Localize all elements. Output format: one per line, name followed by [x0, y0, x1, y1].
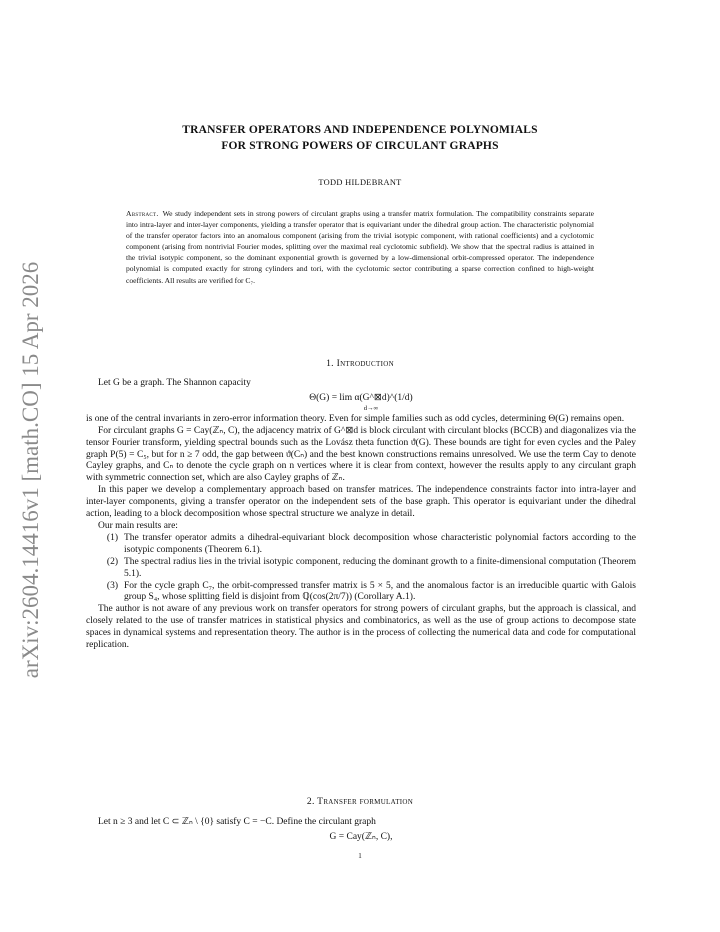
list-item-text: The transfer operator admits a dihedral-equivariant block decomposition whose characteristic polynomial factors according to the isotypic components (Theorem 6.1).	[124, 532, 636, 555]
equation-text: Θ(G) = lim α(G^⊠d)^(1/d)	[309, 392, 413, 403]
intro-paragraph-6: The author is not aware of any previous work on transfer operators for strong powers of circulant graphs, but the approach is classical, and closely related to the use of transfer matrices in statistical physics and combinatorics, as well as the use of group actions to decompose state spaces in dynamical systems and representation theory. The author is in the process of collecting the numerical data and code for computational replication.	[86, 604, 636, 651]
intro-paragraph-3: For circulant graphs G = Cay(ℤₙ, C), the adjacency matrix of G^⊠d is block circulant with circulant blocks (BCCB) and diagonalizes via the tensor Fourier transform, yielding spectral bounds such as the Lovász theta function ϑ(G). These bounds are tight for even cycles and the Paley graph P(5) = C₅, but for n ≥ 7 odd, the gap between ϑ(Cₙ) and the best known constructions remains unresolved. We use the term Cay to denote Cayley graphs, and Cₙ to denote the cycle graph on n vertices where it is clear from context, however the results apply to any circulant graph with symmetric connection set, which are also Cayley graphs of ℤₙ.	[86, 425, 636, 484]
shannon-capacity-equation	[86, 393, 636, 412]
list-item	[86, 557, 636, 581]
intro-paragraph-2: is one of the central invariants in zero-error information theory. Even for simple families such as odd cycles, determining Θ(G) remains open.	[86, 413, 625, 424]
arxiv-identifier: arXiv:2604.14416v1 [math.CO] 15 Apr 2026	[18, 261, 43, 679]
list-item-number: (3)	[106, 580, 118, 591]
equation-limit-subscript: d→∞	[363, 404, 379, 412]
section-2-paragraph-1: Let n ≥ 3 and let C ⊂ ℤₙ \ {0} satisfy C = −C. Define the circulant graph	[98, 817, 376, 827]
intro-paragraph-1: Let G be a graph. The Shannon capacity	[98, 378, 251, 388]
paper-title	[100, 122, 620, 154]
list-item	[86, 533, 636, 557]
section-2-heading: 2. Transfer formulation	[306, 796, 414, 807]
section-2-body	[86, 817, 636, 846]
title-line-1: TRANSFER OPERATORS AND INDEPENDENCE POLYNOMIALS	[182, 124, 538, 136]
intro-paragraph-5: Our main results are:	[98, 520, 178, 531]
list-item-number: (2)	[106, 556, 118, 567]
abstract	[126, 208, 594, 286]
author-name: TODD HILDEBRANT	[318, 178, 402, 187]
abstract-text: We study independent sets in strong powers of circulant graphs using a transfer matrix formulation. The compatibility constraints separate into intra-layer and inter-layer components, yielding a transfer operator that is equivariant under the dihedral group action. The characteristic polynomial of the transfer operator factors into an anomalous component (arising from the trivial isotypic component, with rational coefficients) and a cyclotomic component (arising from nontrivial Fourier modes, splitting over the maximal real cyclotomic subfield). We show that the spectral radius is attained in the trivial isotypic component, so the dominant exponential growth is governed by a low-dimensional orbit-compressed operator. The independence polynomial is computed exactly for strong cylinders and tori, with the cyclotomic sector contributing a sparse correction confined to high-weight coefficients. All results are verified for C₇.	[126, 209, 594, 285]
list-item-number: (1)	[106, 532, 118, 543]
list-item-text: The spectral radius lies in the trivial isotypic component, reducing the dominant growth to a finite-dimensional computation (Theorem 5.1).	[124, 556, 636, 579]
main-results-list	[86, 533, 636, 604]
section-1-body	[86, 378, 636, 652]
section-1-heading: 1. Introduction	[326, 358, 394, 369]
abstract-heading: Abstract.	[126, 209, 159, 218]
page-number: 1	[358, 852, 362, 860]
circulant-graph-equation: G = Cay(ℤₙ, C),	[329, 831, 393, 842]
title-line-2: FOR STRONG POWERS OF CIRCULANT GRAPHS	[221, 140, 499, 152]
intro-paragraph-4: In this paper we develop a complementary approach based on transfer matrices. The independence constraints factor into intra-layer and inter-layer components, giving a transfer operator on the independent sets of the base graph. This operator is equivariant under the dihedral action, leading to a block decomposition whose spectral structure we analyze in detail.	[86, 485, 636, 520]
arxiv-side-stamp	[14, 245, 48, 695]
list-item	[86, 581, 636, 605]
list-item-text: For the cycle graph C₇, the orbit-compressed transfer matrix is 5 × 5, and the anomalous factor is an irreducible quartic with Galois group S₄, whose splitting field is disjoint from ℚ(cos(2π/7)) (Corollary A.1).	[124, 580, 636, 603]
